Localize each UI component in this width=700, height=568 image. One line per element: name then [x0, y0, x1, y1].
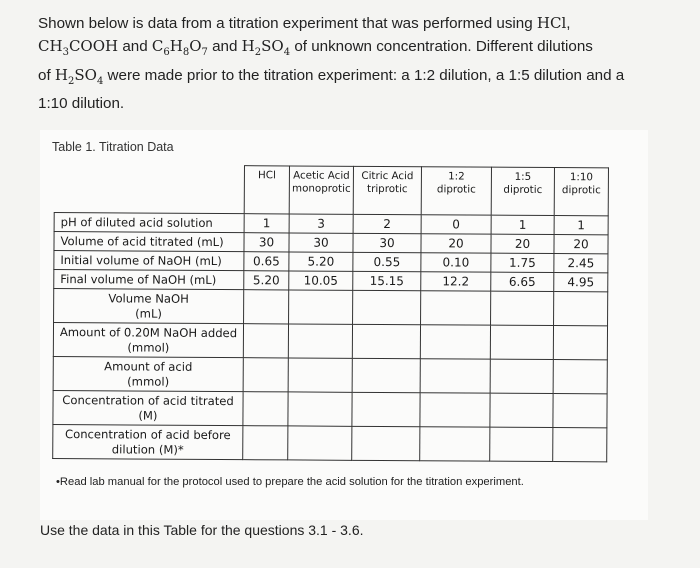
cell-value: 20 — [491, 234, 554, 253]
row-label: Concentration of acid before dilution (M)* — [53, 424, 243, 459]
cell-value: 0 — [421, 215, 491, 234]
cell-value: 20 — [554, 235, 608, 254]
empty-cell — [353, 290, 421, 324]
empty-cell — [244, 290, 289, 324]
table-row-blank — [53, 323, 607, 360]
cell-value: 10.05 — [289, 271, 353, 290]
table-row-blank — [53, 356, 607, 393]
cell-value: 30 — [244, 233, 289, 252]
row-label: Amount of 0.20M NaOH added (mmol) — [53, 323, 243, 358]
instruction-text: Use the data in this Table for the questions 3.1 - 3.6. — [40, 522, 364, 538]
cell-value: 15.15 — [353, 271, 421, 290]
empty-cell — [420, 427, 490, 461]
empty-cell — [243, 358, 288, 392]
table-row-blank — [54, 289, 608, 326]
empty-cell — [352, 358, 420, 392]
cell-value: 4.95 — [554, 273, 608, 292]
cell-value: 0.55 — [353, 252, 421, 271]
col-header-hcl: HCl — [244, 166, 289, 214]
cell-value: 5.20 — [289, 252, 353, 271]
empty-cell — [243, 426, 288, 460]
table-footnote: •Read lab manual for the protocol used to prepare the acid solution for the titration experiment. — [56, 476, 524, 488]
empty-cell — [289, 290, 353, 324]
empty-cell — [243, 324, 288, 358]
cell-value: 1 — [244, 214, 289, 233]
empty-cell — [352, 392, 420, 426]
empty-cell — [288, 392, 352, 426]
empty-cell — [243, 392, 288, 426]
empty-cell — [490, 325, 553, 359]
empty-cell — [490, 359, 553, 393]
empty-cell — [553, 360, 607, 394]
empty-cell — [352, 426, 420, 460]
empty-cell — [288, 358, 352, 392]
table-row-blank — [53, 390, 607, 427]
cell-value: 2 — [353, 214, 421, 233]
cell-value: 20 — [421, 234, 491, 253]
row-label: Initial volume of NaOH (mL) — [54, 251, 244, 271]
col-header-acetic: Acetic Acid monoprotic — [289, 166, 353, 214]
empty-cell — [490, 427, 553, 461]
cell-value: 5.20 — [244, 271, 289, 290]
empty-cell — [288, 426, 352, 460]
cell-value: 0.65 — [244, 252, 289, 271]
cell-value: 6.65 — [491, 272, 554, 291]
row-label: Concentration of acid titrated (M) — [53, 390, 243, 425]
empty-cell — [553, 394, 607, 428]
cell-value: 30 — [289, 233, 353, 252]
row-label: Volume NaOH (mL) — [54, 289, 244, 324]
col-header-1-2: 1:2 diprotic — [421, 167, 491, 215]
header-row — [54, 165, 608, 216]
cell-value: 3 — [289, 214, 353, 233]
cell-value: 12.2 — [421, 272, 491, 291]
cell-value: 30 — [353, 233, 421, 252]
empty-cell — [421, 291, 491, 325]
cell-value: 1 — [554, 216, 608, 235]
cell-value: 0.10 — [421, 253, 491, 272]
col-header-1-10: 1:10 diprotic — [554, 168, 608, 216]
empty-cell — [420, 393, 490, 427]
cell-value: 1.75 — [491, 253, 554, 272]
cell-value: 2.45 — [554, 254, 608, 273]
intro-paragraph: Shown below is data from a titration experiment that was performed using HCl, $CH_3COOH$ and $C_6H_8O_7$ and $H_2SO_4$ of unknown concentration. Different dilutions of $H_2SO_4$ were made prior to the titration experiment: a 1:2 dilution, a 1:5 dilution and a 1:10 dilution. — [38, 14, 625, 112]
empty-cell — [352, 324, 420, 358]
empty-cell — [491, 291, 554, 325]
col-header-1-5: 1:5 diprotic — [491, 167, 554, 215]
titration-data-table — [52, 164, 609, 462]
empty-cell — [420, 325, 490, 359]
col-header-citric: Citric Acid triprotic — [353, 166, 421, 214]
header-corner — [54, 165, 244, 214]
row-label: pH of diluted acid solution — [54, 213, 244, 233]
empty-cell — [553, 428, 607, 462]
row-label: Final volume of NaOH (mL) — [54, 270, 244, 290]
empty-cell — [553, 326, 607, 360]
formula-sulfuric-acid-2: $H_2SO_4$ — [54, 66, 104, 87]
table-caption: Table 1. Titration Data — [52, 140, 174, 154]
row-label: Amount of acid (mmol) — [53, 356, 243, 391]
empty-cell — [490, 393, 553, 427]
empty-cell — [554, 292, 608, 326]
formula-hcl: HCl — [536, 14, 567, 32]
formula-acetic-acid: $CH_3COOH$ — [38, 37, 119, 58]
empty-cell — [420, 359, 490, 393]
formula-sulfuric-acid: $H_2SO_4$ — [241, 37, 291, 58]
table-row-blank — [53, 424, 607, 461]
row-label: Volume of acid titrated (mL) — [54, 232, 244, 252]
cell-value: 1 — [491, 215, 554, 234]
empty-cell — [288, 324, 352, 358]
formula-citric-acid: $C_6H_8O_7$ — [151, 37, 208, 58]
